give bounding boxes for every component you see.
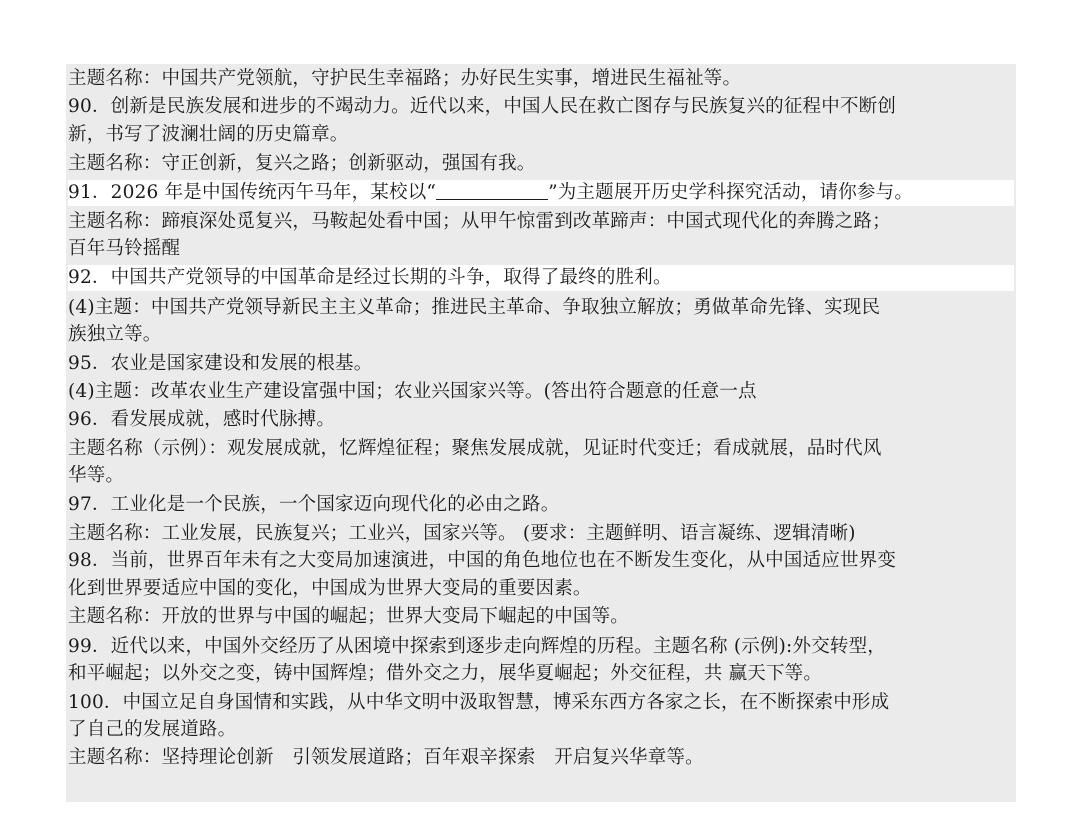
question-97: 97．工业化是一个民族，一个国家迈向现代化的必由之路。: [68, 494, 560, 515]
question-98: 98．当前，世界百年未有之大变局加速演进，中国的角色地位也在不断发生变化，从中国适应世界变: [68, 550, 897, 571]
question-99: 99．近代以来，中国外交经历了从困境中探索到逐步走向辉煌的历程。主题名称 (示例):外交转型，: [68, 636, 886, 657]
q91-text-before: 91．2026 年是中国传统丙午马年，某校以“: [68, 182, 437, 203]
text-line: 主题名称：坚持理论创新 引领发展道路；百年艰辛探索 开启复兴华章等。: [68, 747, 704, 768]
text-line: 化到世界要适应中国的变化，中国成为世界大变局的重要因素。: [68, 578, 592, 599]
fill-in-blank: [436, 181, 548, 200]
text-line: 主题名称：守正创新，复兴之路；创新驱动，强国有我。: [68, 153, 536, 174]
text-line: (4)主题：中国共产党领导新民主主义革命；推进民主革命、争取独立解放；勇做革命先锋、实现民: [68, 297, 881, 318]
text-line: 主题名称（示例）：观发展成就，忆辉煌征程；聚焦发展成就，见证时代变迁；看成就展，品时代风: [68, 438, 882, 459]
text-line: 华等。: [68, 465, 125, 486]
question-92: 92．中国共产党领导的中国革命是经过长期的斗争，取得了最终的胜利。: [68, 265, 1014, 291]
text-line: 百年马铃摇醒: [68, 238, 181, 259]
text-line: 主题名称：工业发展，民族复兴；工业兴，国家兴等。 (要求：主题鲜明、语言凝练、逻辑清晰): [68, 523, 856, 544]
question-95: 95．农业是国家建设和发展的根基。: [68, 353, 373, 374]
question-90: 90．创新是民族发展和进步的不竭动力。近代以来，中国人民在救亡图存与民族复兴的征程中不断创: [68, 96, 897, 117]
text-line: 主题名称：开放的世界与中国的崛起；世界大变局下崛起的中国等。: [68, 606, 630, 627]
q91-text-after: ”为主题展开历史学科探究活动，请你参与。: [548, 182, 914, 203]
question-100: 100．中国立足自身国情和实践，从中华文明中汲取智慧，博采东西方各家之长，在不断探索中形成: [68, 692, 890, 713]
text-line: 主题名称：中国共产党领航，守护民生幸福路；办好民生实事，增进民生福祉等。: [68, 68, 742, 89]
text-line: 族独立等。: [68, 324, 162, 345]
question-96: 96．看发展成就，感时代脉搏。: [68, 409, 336, 430]
text-line: 了自己的发展道路。: [68, 719, 237, 740]
text-line: 新，书写了波澜壮阔的历史篇章。: [68, 124, 349, 145]
text-line: 和平崛起；以外交之变，铸中国辉煌；借外交之力，展华夏崛起；外交征程，共 赢天下等。: [68, 663, 823, 684]
question-91: [68, 180, 1014, 206]
text-line: 主题名称：蹄痕深处觅复兴，马鞍起处看中国；从甲午惊雷到改革蹄声：中国式现代化的奔腾之路；: [68, 211, 891, 232]
text-line: (4)主题：改革农业生产建设富强中国；农业兴国家兴等。(答出符合题意的任意一点: [68, 381, 757, 402]
